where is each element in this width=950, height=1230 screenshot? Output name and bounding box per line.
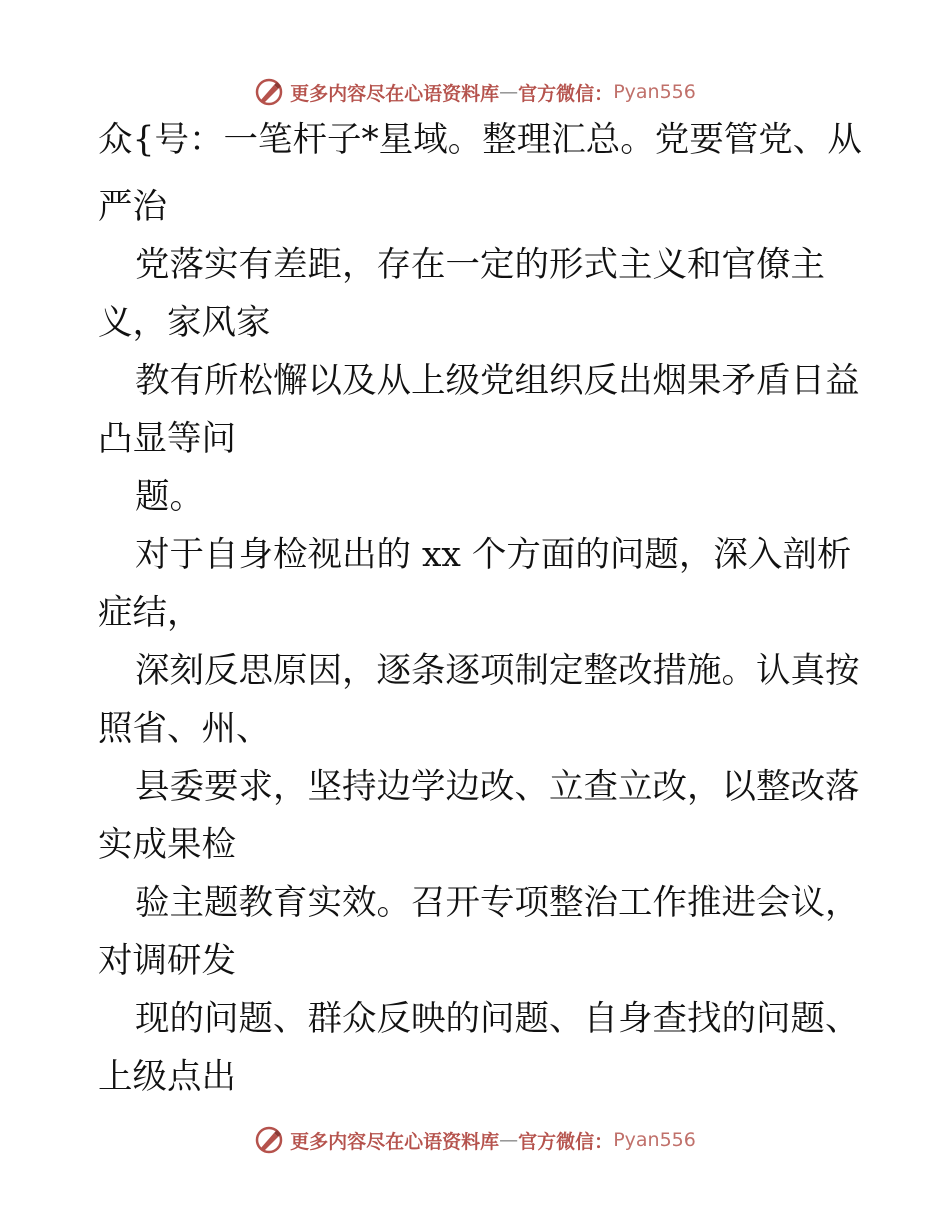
- text-line: 对于自身检视出的 xx 个方面的问题，深入剖析: [135, 535, 852, 575]
- text-line: 教有所松懈以及从上级党组织反出烟果矛盾日益: [135, 361, 860, 401]
- watermark-wechat-label: 官方微信：: [518, 1130, 614, 1153]
- text-line: 严治: [98, 187, 167, 227]
- watermark-separator: —: [499, 81, 519, 103]
- watermark-text: 更多内容尽在心语资料库: [290, 82, 500, 105]
- watermark-wechat-label: 官方微信：: [518, 82, 614, 105]
- text-line: 上级点出: [98, 1057, 236, 1097]
- pen-logo-icon: [254, 1125, 284, 1155]
- footer-watermark: [0, 1120, 950, 1160]
- text-line: 照省、州、: [98, 709, 271, 749]
- text-line: 症结，: [98, 593, 202, 633]
- text-line: 党落实有差距，存在一定的形式主义和官僚主: [135, 245, 825, 285]
- watermark-wechat-id: Pyan556: [613, 1129, 696, 1151]
- text-line: 对调研发: [98, 941, 236, 981]
- watermark-text: 更多内容尽在心语资料库: [290, 1130, 500, 1153]
- text-line: 实成果检: [98, 825, 236, 865]
- watermark-wechat-id: Pyan556: [613, 81, 696, 103]
- text-line: 县委要求，坚持边学边改、立查立改，以整改落: [135, 767, 860, 807]
- text-line: 现的问题、群众反映的问题、自身查找的问题、: [135, 999, 860, 1039]
- text-line: 凸显等问: [98, 419, 236, 459]
- header-watermark: [0, 72, 950, 112]
- watermark-separator: —: [499, 1129, 519, 1151]
- pen-logo-icon: [254, 77, 284, 107]
- text-line: 深刻反思原因，逐条逐项制定整改措施。认真按: [135, 651, 860, 691]
- text-line: 题。: [135, 477, 204, 517]
- text-line: 义，家风家: [98, 303, 271, 343]
- text-line: 众{号：一笔杆子*星域。整理汇总。党要管党、从: [98, 120, 862, 160]
- text-line: 验主题教育实效。召开专项整治工作推进会议，: [135, 883, 860, 923]
